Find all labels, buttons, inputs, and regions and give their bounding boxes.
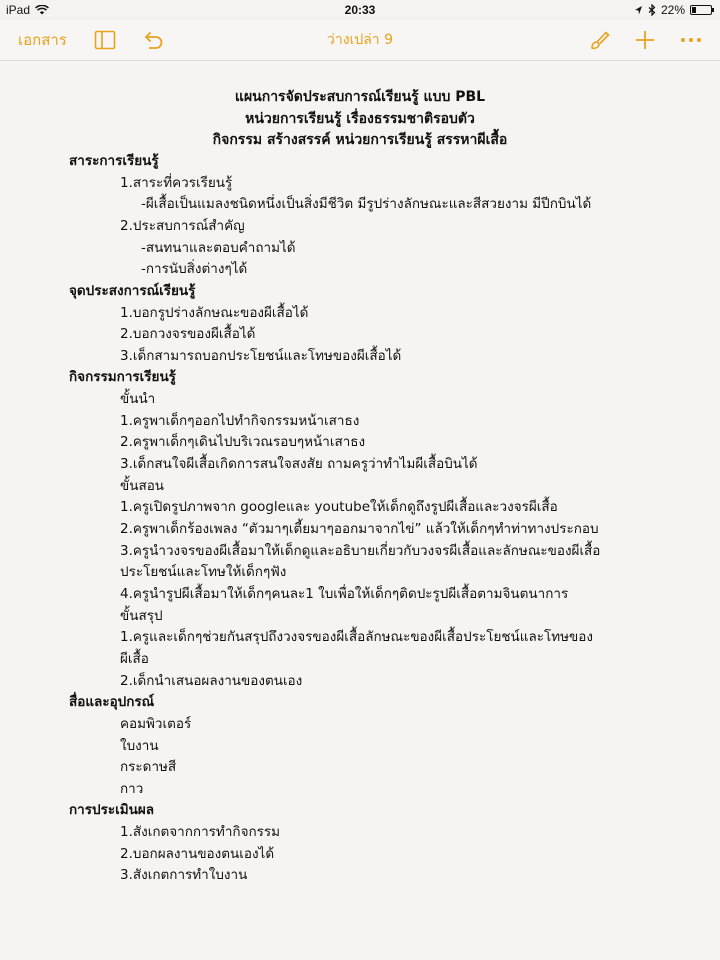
more-icon	[680, 37, 702, 43]
format-brush-icon	[588, 29, 612, 51]
more-button[interactable]	[680, 20, 702, 60]
summary-step-1: 1.ครูและเด็กๆช่วยกันสรุปถึงวงจรของผีเสื้อลักษณะของผีเสื้อประโยชน์และโทษของ	[120, 629, 593, 645]
toolbar	[0, 20, 720, 61]
objective-3: 3.เด็กสามารถบอกประโยชน์และโทษของผีเสื้อได้	[120, 348, 402, 364]
plus-icon	[634, 29, 656, 51]
section-objectives-heading: จุดประสงการณ์เรียนรู้	[69, 283, 196, 299]
assessment-3: 3.สังเกตการทำใบงาน	[120, 867, 248, 883]
clock: 20:33	[344, 3, 376, 17]
summary-step-1-cont: ผีเสื้อ	[120, 651, 149, 667]
step-summary-label: ขั้นสรุป	[120, 608, 163, 624]
document-title[interactable]: ว่างเปล่า 9	[326, 32, 394, 48]
content-detail-1: -ผีเสื้อเป็นแมลงชนิดหนึ่งเป็นสิ่งมีชีวิต มีรูปร่างลักษณะและสีสวยงาม มีปีกบินได้	[141, 196, 592, 212]
add-button[interactable]	[634, 20, 656, 60]
sidebar-view-button[interactable]	[94, 20, 116, 60]
section-content-heading: สาระการเรียนรู้	[69, 153, 159, 169]
objective-2: 2.บอกวงจรของผีเสื้อได้	[120, 326, 256, 342]
assessment-2: 2.บอกผลงานของตนเองได้	[120, 846, 275, 862]
undo-button[interactable]	[141, 20, 165, 60]
intro-step-2: 2.ครูพาเด็กๆเดินไปบริเวณรอบๆหน้าเสาธง	[120, 434, 366, 450]
material-1: คอมพิวเตอร์	[120, 716, 192, 732]
material-2: ใบงาน	[120, 738, 159, 754]
content-detail-3: -การนับสิ่งต่างๆได้	[141, 261, 248, 277]
plan-title: แผนการจัดประสบการณ์เรียนรู้ แบบ PBL	[234, 89, 486, 105]
section-activities-heading: กิจกรรมการเรียนรู้	[69, 369, 176, 385]
undo-icon	[141, 30, 165, 50]
assessment-1: 1.สังเกตจากการทำกิจกรรม	[120, 824, 281, 840]
material-3: กระดาษสี	[120, 759, 177, 775]
battery-percent: 22%	[660, 3, 685, 17]
content-item-1: 1.สาระที่ควรเรียนรู้	[120, 175, 233, 191]
bluetooth-icon	[648, 4, 656, 16]
status-right	[634, 3, 712, 17]
teach-step-3-cont: ประโยชน์และโทษให้เด็กๆฟัง	[120, 564, 287, 580]
device-name: iPad	[6, 3, 31, 17]
sidebar-view-icon	[94, 30, 116, 50]
teach-step-3: 3.ครูนำวงจรของผีเสื้อมาให้เด็กดูและอธิบายเกี่ยวกับวงจรผีเสื้อและลักษณะของผีเสื้อ	[120, 543, 601, 559]
section-assessment-heading: การประเมินผล	[69, 802, 155, 818]
summary-step-2: 2.เด็กนำเสนอผลงานของตนเอง	[120, 673, 303, 689]
intro-step-3: 3.เด็กสนใจผีเสื้อเกิดการสนใจสงสัย ถามครูว่าทำไมผีเสื้อบินได้	[120, 456, 478, 472]
content-item-2: 2.ประสบการณ์สำคัญ	[120, 218, 245, 234]
activity-title: กิจกรรม สร้างสรรค์ หน่วยการเรียนรู้ สรรหาผีเสื้อ	[212, 132, 508, 148]
content-detail-2: -สนทนาและตอบคำถามได้	[141, 240, 296, 256]
teach-step-2: 2.ครูพาเด็กร้องเพลง “ตัวมาๆเตี้ยมาๆออกมาจากไข่” แล้วให้เด็กๆทำท่าทางประกอบ	[120, 521, 599, 537]
documents-button[interactable]: เอกสาร	[18, 31, 67, 49]
step-intro-label: ขั้นนำ	[120, 391, 156, 407]
teach-step-4: 4.ครูนำรูปผีเสื้อมาให้เด็กๆคนละ1 ใบเพื่อให้เด็กๆติดปะรูปผีเสื้อตามจินตนาการ	[120, 586, 569, 602]
format-brush-button[interactable]	[588, 20, 612, 60]
intro-step-1: 1.ครูพาเด็กๆออกไปทำกิจกรรมหน้าเสาธง	[120, 413, 360, 429]
teach-step-1: 1.ครูเปิดรูปภาพจาก googleและ youtubeให้เด็กดูถึงรูปผีเสื้อและวงจรผีเสื้อ	[120, 499, 558, 515]
step-teach-label: ขั้นสอน	[120, 478, 165, 494]
location-icon	[634, 5, 643, 16]
section-materials-heading: สื่อและอุปกรณ์	[69, 694, 155, 710]
battery-icon	[690, 5, 712, 15]
material-4: กาว	[120, 781, 144, 797]
status-bar	[0, 0, 720, 20]
objective-1: 1.บอกรูปร่างลักษณะของผีเสื้อได้	[120, 305, 309, 321]
document-canvas[interactable]	[0, 61, 720, 960]
unit-title: หน่วยการเรียนรู้ เรื่องธรรมชาติรอบตัว	[245, 111, 475, 127]
